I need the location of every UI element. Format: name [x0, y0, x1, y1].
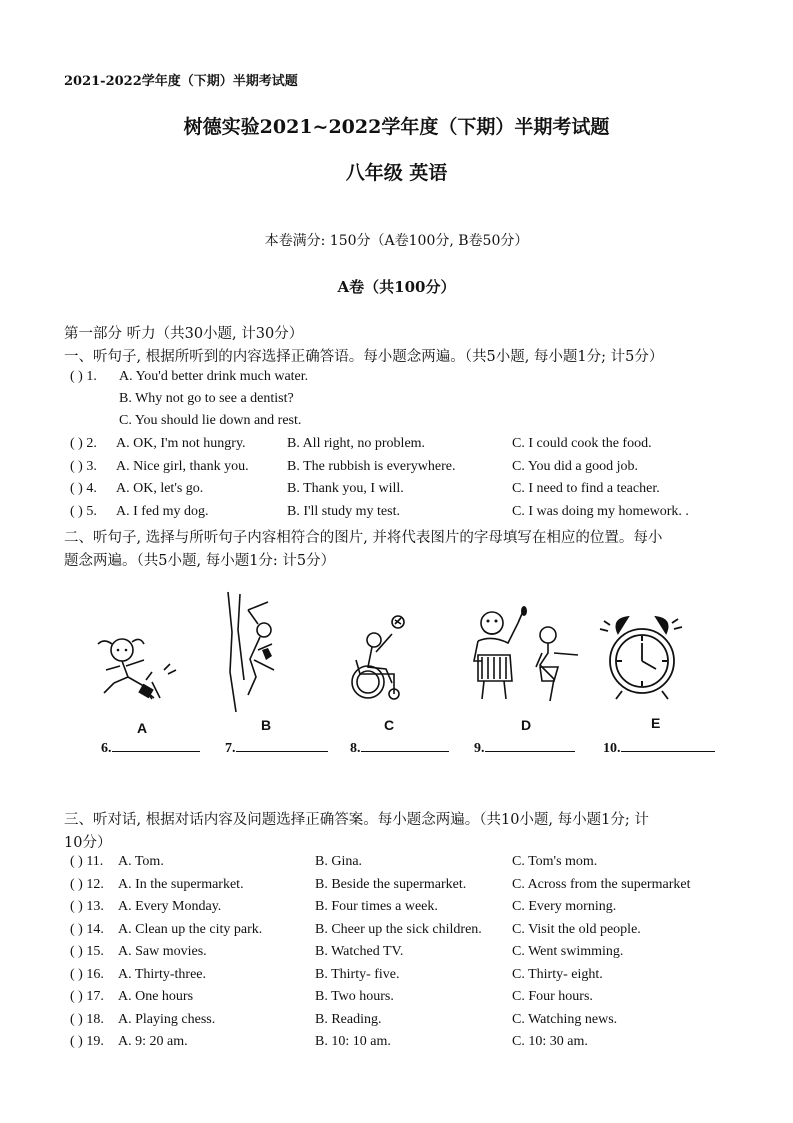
option-c: C. I could cook the food.: [512, 436, 652, 451]
running-girl-icon: [92, 630, 192, 710]
option-a: A. Every Monday.: [118, 899, 222, 914]
answer-blank-10[interactable]: [603, 739, 715, 757]
section1-title: 一、听句子, 根据所听到的内容选择正确答语。每小题念两遍。（共5小题, 每小题1分; 计5分）: [64, 349, 664, 365]
section3-title-line2: 10分）: [64, 835, 112, 851]
question-number: ( ) 14.: [70, 921, 104, 937]
part-a-heading: A卷（共100分）: [337, 278, 456, 296]
blank-number: 9.: [474, 741, 485, 756]
option-b: B. Beside the supermarket.: [315, 876, 467, 892]
question-number: ( ) 18.: [70, 1011, 104, 1027]
alarm-clock-icon: [596, 605, 686, 705]
picture-label-e: E: [651, 715, 661, 731]
question-number: ( ) 3.: [70, 459, 97, 474]
blank-number: 8.: [350, 741, 361, 756]
question-number: ( ) 17.: [70, 989, 104, 1004]
answer-blank-8[interactable]: [350, 739, 449, 757]
q1-option-a: A. You'd better drink much water.: [119, 369, 309, 384]
answer-blank-7[interactable]: [225, 739, 328, 757]
q1-option-c: C. You should lie down and rest.: [119, 413, 302, 428]
question-number: ( ) 16.: [70, 966, 104, 982]
exam-subtitle: 八年级 英语: [345, 162, 448, 184]
picture-label-c: C: [384, 717, 395, 733]
q1-option-b: B. Why not go to see a dentist?: [119, 391, 294, 406]
option-a: A. 9: 20 am.: [118, 1034, 188, 1049]
option-a: A. Clean up the city park.: [118, 921, 263, 937]
blank-number: 6.: [101, 741, 112, 756]
option-a: A. Tom.: [118, 854, 164, 869]
question-number: ( ) 12.: [70, 876, 104, 892]
section2-title-line1: 二、听句子, 选择与所听句子内容相符合的图片, 并将代表图片的字母填写在相应的位置。每小: [64, 530, 663, 546]
option-c: C. 10: 30 am.: [512, 1034, 588, 1049]
question-number: ( ) 19.: [70, 1034, 104, 1049]
part1-title: 第一部分 听力（共30小题, 计30分）: [64, 326, 304, 342]
answer-blank-9[interactable]: [474, 739, 575, 757]
option-b: B. The rubbish is everywhere.: [287, 459, 456, 474]
option-c: C. Tom's mom.: [512, 854, 598, 869]
page-header: 2021-2022学年度（下期）半期考试题: [64, 74, 298, 89]
option-a: A. Playing chess.: [118, 1011, 216, 1027]
exam-title: 树德实验2021~2022学年度（下期）半期考试题: [183, 116, 610, 138]
option-c: C. I need to find a teacher.: [512, 481, 660, 496]
option-a: A. Nice girl, thank you.: [116, 459, 249, 474]
option-b: B. I'll study my test.: [287, 504, 400, 519]
blank-number: 10.: [603, 741, 621, 756]
picture-label-b: B: [261, 717, 272, 733]
option-c: C. You did a good job.: [512, 459, 639, 474]
option-a: A. OK, let's go.: [116, 481, 204, 496]
option-b: B. Watched TV.: [315, 944, 404, 959]
question-number: ( ) 2.: [70, 436, 97, 451]
option-c: C. Went swimming.: [512, 944, 624, 959]
blank-number: 7.: [225, 741, 236, 756]
option-a: A. One hours: [118, 989, 194, 1004]
climbers-icon: [218, 590, 288, 715]
question-number: ( ) 11.: [70, 854, 104, 869]
option-c: C. Visit the old people.: [512, 921, 641, 937]
option-c: C. Across from the supermarket: [512, 876, 691, 892]
option-b: B. Cheer up the sick children.: [315, 921, 482, 937]
option-b: B. Thirty- five.: [315, 966, 400, 982]
option-a: A. OK, I'm not hungry.: [116, 436, 246, 451]
question-number: ( ) 4.: [70, 481, 97, 496]
option-b: B. Gina.: [315, 854, 363, 869]
option-a: A. Saw movies.: [118, 944, 207, 959]
option-c: C. I was doing my homework. .: [512, 504, 689, 519]
option-c: C. Thirty- eight.: [512, 966, 603, 982]
option-a: A. Thirty-three.: [118, 966, 206, 982]
option-b: B. Thank you, I will.: [287, 481, 404, 496]
question-number: ( ) 5.: [70, 504, 97, 519]
option-a: A. In the supermarket.: [118, 876, 244, 892]
picture-label-d: D: [521, 717, 532, 733]
section2-title-line2: 题念两遍。（共5小题, 每小题1分: 计5分）: [64, 553, 336, 569]
option-c: C. Watching news.: [512, 1011, 618, 1027]
option-a: A. I fed my dog.: [116, 504, 209, 519]
wheelchair-icon: [346, 612, 418, 704]
two-people-icon: [470, 605, 585, 710]
option-b: B. Two hours.: [315, 989, 394, 1004]
question-number: ( ) 15.: [70, 944, 104, 959]
option-c: C. Every morning.: [512, 899, 617, 914]
q1-number: ( ) 1.: [70, 369, 97, 384]
score-info: 本卷满分: 150分（A卷100分, B卷50分）: [264, 233, 529, 249]
picture-label-a: A: [137, 720, 148, 736]
section3-title-line1: 三、听对话, 根据对话内容及问题选择正确答案。每小题念两遍。（共10小题, 每小题1分; 计: [64, 812, 649, 828]
option-b: B. Reading.: [315, 1011, 382, 1027]
answer-blank-6[interactable]: [101, 739, 200, 757]
option-b: B. Four times a week.: [315, 899, 438, 914]
question-number: ( ) 13.: [70, 899, 104, 914]
option-b: B. 10: 10 am.: [315, 1034, 391, 1049]
option-b: B. All right, no problem.: [287, 436, 426, 451]
option-c: C. Four hours.: [512, 989, 593, 1004]
